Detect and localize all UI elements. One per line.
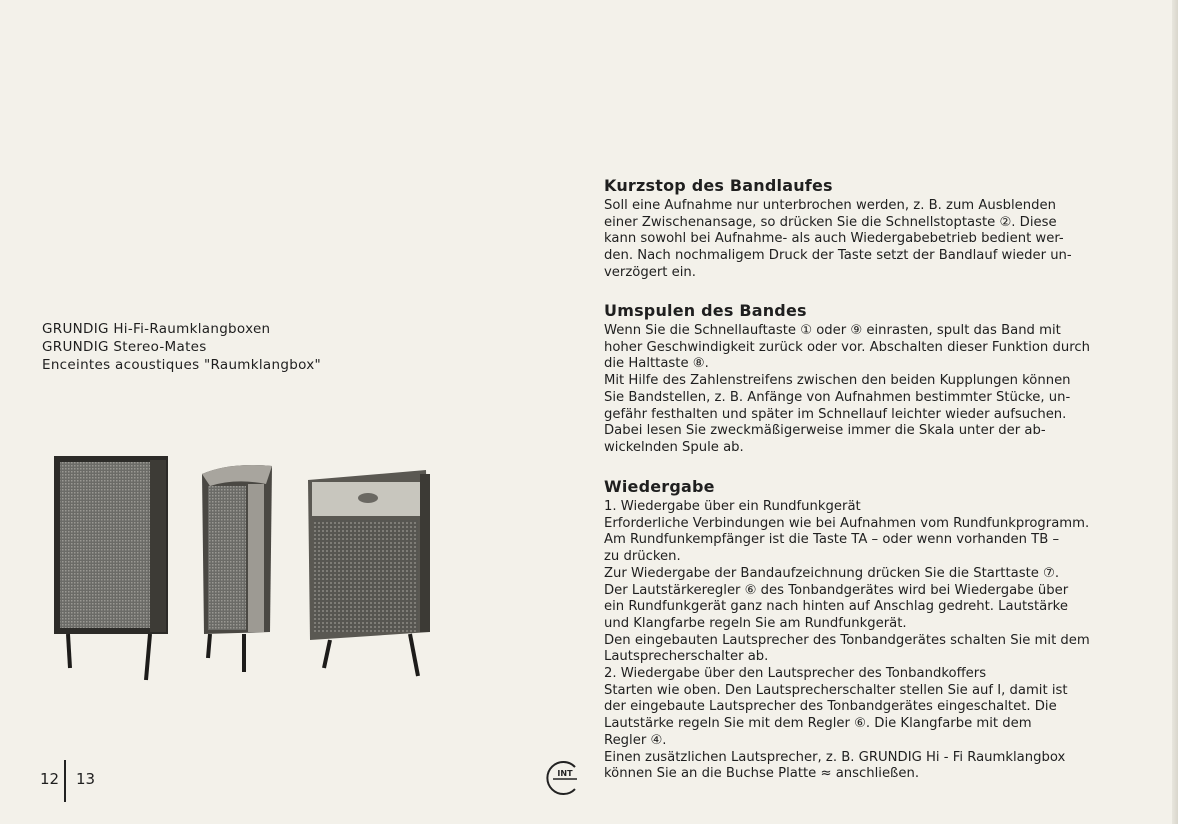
text-line: Regler ④. <box>604 732 667 748</box>
text-line: einer Zwischenansage, so drücken Sie die Schnellstoptaste ②. Diese <box>604 214 1057 230</box>
section-wiedergabe <box>604 477 1140 783</box>
text-line: Der Lautstärkeregler ⑥ des Tonbandgerätes wird bei Wiedergabe über <box>604 582 1069 598</box>
text-line: können Sie an die Buchse Platte ≈ anschließen. <box>604 766 920 782</box>
text-line: und Klangfarbe regeln Sie am Rundfunkgerät. <box>604 615 907 631</box>
text-line: der eingebaute Lautsprecher des Tonbandgerätes eingeschaltet. Die <box>604 699 1057 715</box>
text-line: hoher Geschwindigkeit zurück oder vor. Abschalten dieser Funktion durch <box>604 339 1090 355</box>
speaker-cabinets-photo <box>50 450 490 690</box>
text-line: die Halttaste ⑧. <box>604 356 709 372</box>
text-line: gefähr festhalten und später im Schnellauf leichter wieder aufsuchen. <box>604 406 1067 422</box>
text-line: Einen zusätzlichen Lautsprecher, z. B. GRUNDIG Hi - Fi Raumklangbox <box>604 749 1066 765</box>
text-line: zu drücken. <box>604 549 681 565</box>
right-page <box>557 0 1178 824</box>
text-line: Mit Hilfe des Zahlenstreifens zwischen den beiden Kupplungen können <box>604 373 1071 389</box>
left-page <box>0 0 588 824</box>
text-line: verzögert ein. <box>604 264 696 280</box>
text-line: 1. Wiedergabe über ein Rundfunkgerät <box>604 499 861 514</box>
text-line: Den eingebauten Lautsprecher des Tonbandgerätes schalten Sie mit dem <box>604 632 1090 648</box>
section-kurzstop <box>604 176 1140 282</box>
text-line: ein Rundfunkgerät ganz nach hinten auf Anschlag gedreht. Lautstärke <box>604 599 1068 615</box>
text-line: Wenn Sie die Schnellauftaste ① oder ⑨ einrasten, spult das Band mit <box>604 323 1061 338</box>
section-body <box>604 499 1140 783</box>
text-line: Erforderliche Verbindungen wie bei Aufnahmen vom Rundfunkprogramm. <box>604 515 1090 531</box>
page-edge <box>1172 0 1178 824</box>
text-line: kann sowohl bei Aufnahme- als auch Wiedergabebetrieb bedient wer- <box>604 231 1064 247</box>
section-title: Kurzstop des Bandlaufes <box>604 176 833 195</box>
text-line: wickelnden Spule ab. <box>604 439 744 455</box>
logo-text: INT <box>557 769 573 778</box>
section-body <box>604 198 1140 282</box>
section-body <box>604 323 1140 457</box>
text-line: Starten wie oben. Den Lautsprecherschalter stellen Sie auf I, damit ist <box>604 682 1068 698</box>
page-number-right: 13 <box>76 770 96 788</box>
cabinet-middle <box>202 465 272 672</box>
cabinet-right <box>308 470 430 676</box>
text-line: Zur Wiedergabe der Bandaufzeichnung drücken Sie die Starttaste ⑦. <box>604 565 1060 581</box>
text-line: Sie Bandstellen, z. B. Anfänge von Aufnahmen bestimmter Stücke, un- <box>604 389 1071 405</box>
speaker-caption <box>42 320 321 374</box>
section-umspulen <box>604 301 1140 457</box>
text-line: Lautstärke regeln Sie mit dem Regler ⑥. Die Klangfarbe mit dem <box>604 716 1032 732</box>
text-line: den. Nach nochmaligem Druck der Taste setzt der Bandlauf wieder un- <box>604 248 1072 264</box>
text-line: Soll eine Aufnahme nur unterbrochen werden, z. B. zum Ausblenden <box>604 198 1056 213</box>
text-line: 2. Wiedergabe über den Lautsprecher des Tonbandkoffers <box>604 666 987 682</box>
section-title: Wiedergabe <box>604 477 715 496</box>
text-line: Lautsprecherschalter ab. <box>604 649 769 665</box>
caption-line: GRUNDIG Stereo-Mates <box>42 339 207 355</box>
page-number-left: 12 <box>40 770 60 788</box>
text-line: Am Rundfunkempfänger ist die Taste TA – oder wenn vorhanden TB – <box>604 532 1060 548</box>
page-number-divider <box>64 760 66 802</box>
caption-line: GRUNDIG Hi-Fi-Raumklangboxen <box>42 321 271 337</box>
text-line: Dabei lesen Sie zweckmäßigerweise immer die Skala unter der ab- <box>604 423 1046 439</box>
caption-line: Enceintes acoustiques "Raumklangbox" <box>42 357 322 373</box>
grundig-int-logo <box>541 757 583 799</box>
section-title: Umspulen des Bandes <box>604 301 807 320</box>
cabinet-left <box>54 456 168 680</box>
